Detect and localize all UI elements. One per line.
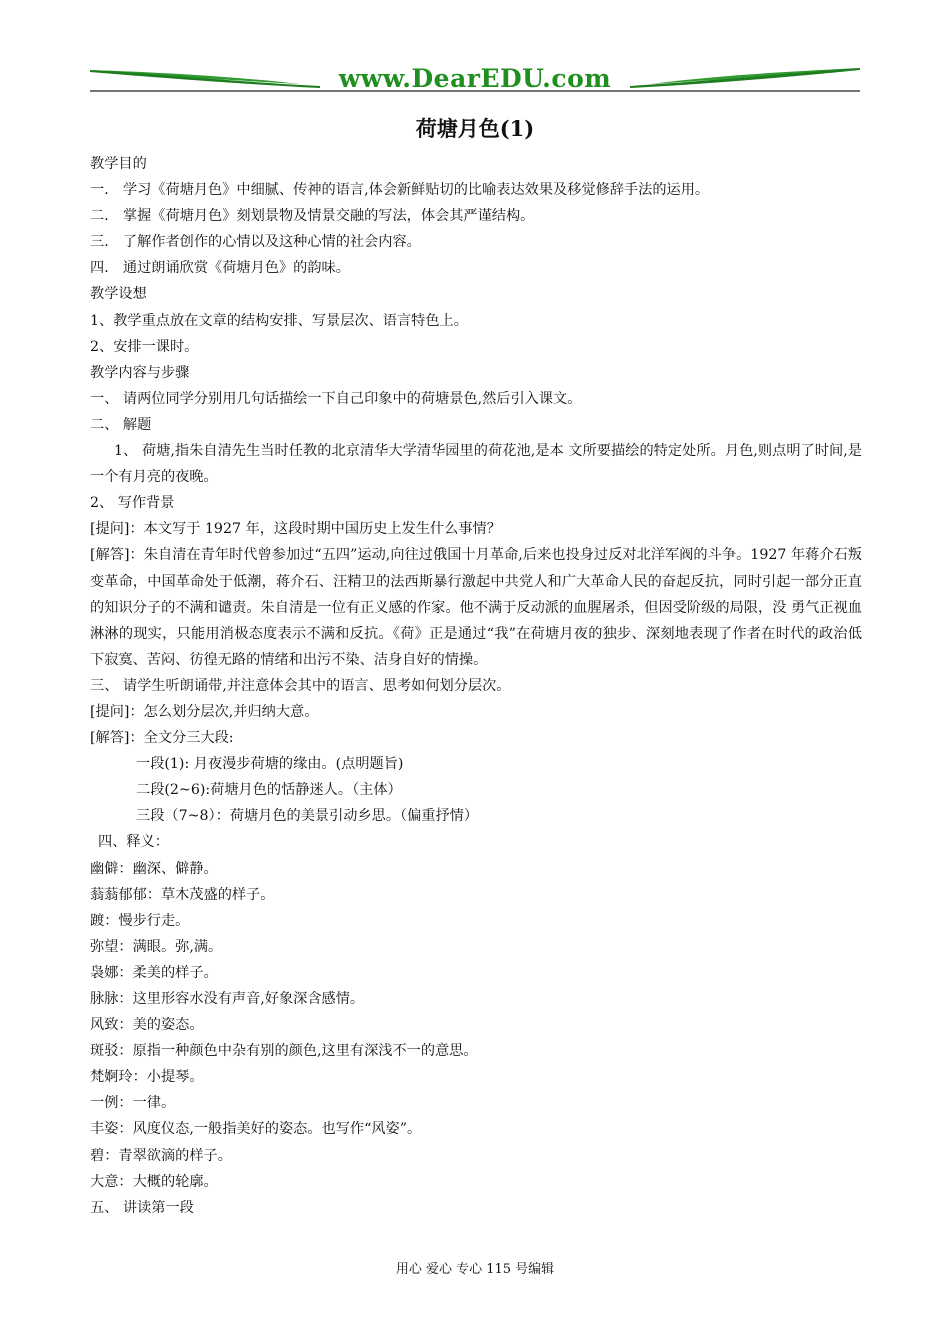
text-line: [提问]：本文写于 1927 年，这段时期中国历史上发生什么事情？: [90, 521, 501, 538]
document-body: [90, 151, 862, 1221]
text-line: 弥望：满眼。弥,满。: [90, 938, 223, 955]
text-line: 三段（7~8）：荷塘月色的美景引动乡思。（偏重抒情）: [136, 808, 479, 825]
page-footer: 用心 爱心 专心 115 号编辑: [395, 1262, 555, 1277]
text-line: 丰姿：风度仪态,一般指美好的姿态。也写作“风姿”。: [90, 1121, 422, 1138]
site-header-banner: [90, 60, 860, 94]
text-line: [提问]：怎么划分层次,并归纳大意。: [90, 703, 319, 720]
text-line: 2、 写作背景: [90, 495, 175, 512]
text-line: 1、教学重点放在文章的结构安排、写景层次、语言特色上。: [90, 312, 468, 329]
text-line: 梵婀玲：小提琴。: [90, 1069, 204, 1086]
paragraph: [解答]：朱自清在青年时代曾参加过“五四”运动,向往过俄国十月革命,后来也投身过反对北洋军阀的斗争。1927 年蒋介石叛变革命，中国革命处于低潮，蒋介石、汪精卫的法西斯暴行激起中共党人和广大革命人民的奋起反抗，同时引起一部分正直的知识分子的不满和谴责。朱自清是一位有正义感的作家。他不满于反动派的血腥屠杀，但因受阶级的局限，没 勇气正视血淋淋的现实，只能用消极态度表示不满和反抗。《荷》正是通过“我”在荷塘月夜的独步、深刻地表现了作者在时代的政治低下寂寞、苦闷、彷徨无路的情绪和出污不染、洁身自好的情操。: [90, 547, 862, 668]
text-line: 教学目的: [90, 156, 147, 172]
text-line: 二． 掌握《荷塘月色》刻划景物及情景交融的写法，体会其严谨结构。: [90, 208, 535, 225]
site-name: www.DearEDU.com: [338, 64, 612, 93]
text-line: 风致：美的姿态。: [90, 1017, 204, 1034]
text-line: 二段(2~6):荷塘月色的恬静迷人。（主体）: [136, 782, 402, 799]
text-line: 踱：慢步行走。: [90, 912, 190, 929]
text-line: 斑驳：原指一种颜色中杂有别的颜色,这里有深浅不一的意思。: [90, 1043, 478, 1060]
page-title: 荷塘月色(1): [415, 116, 535, 141]
paragraph: 1、 荷塘,指朱自清先生当时任教的北京清华大学清华园里的荷花池,是本 文所要描绘的特定处所。月色,则点明了时间,是一个有月亮的夜晚。: [90, 443, 862, 486]
text-line: 五、 讲读第一段: [90, 1199, 194, 1216]
text-line: 袅娜：柔美的样子。: [90, 964, 218, 981]
text-line: 蓊蓊郁郁：草木茂盛的样子。: [90, 886, 275, 903]
text-line: 一． 学习《荷塘月色》中细腻、传神的语言,体会新鲜贴切的比喻表达效果及移觉修辞手法的运用。: [90, 182, 710, 199]
text-line: 一、 请两位同学分别用几句话描绘一下自己印象中的荷塘景色,然后引入课文。: [90, 390, 582, 407]
text-line: 教学内容与步骤: [90, 364, 190, 381]
text-line: 一段(1): 月夜漫步荷塘的缘由。(点明题旨): [136, 756, 404, 773]
text-line: 2、安排一课时。: [90, 338, 199, 355]
text-line: 一例：一律。: [90, 1095, 176, 1112]
text-line: 幽僻：幽深、僻静。: [90, 860, 218, 877]
text-line: [解答]：全文分三大段:: [90, 730, 234, 747]
text-line: 脉脉：这里形容水没有声音,好象深含感情。: [90, 991, 365, 1007]
text-line: 四． 通过朗诵欣赏《荷塘月色》的韵味。: [90, 260, 350, 277]
text-line: 三． 了解作者创作的心情以及这种心情的社会内容。: [90, 234, 421, 251]
text-line: 三、 请学生听朗诵带,并注意体会其中的语言、思考如何划分层次。: [90, 677, 511, 694]
text-line: 教学设想: [90, 286, 147, 303]
text-line: 四、释义：: [98, 834, 169, 851]
text-line: 碧：青翠欲滴的样子。: [90, 1147, 232, 1164]
text-line: 大意：大概的轮廓。: [90, 1173, 218, 1190]
text-line: 二、 解题: [90, 416, 152, 433]
